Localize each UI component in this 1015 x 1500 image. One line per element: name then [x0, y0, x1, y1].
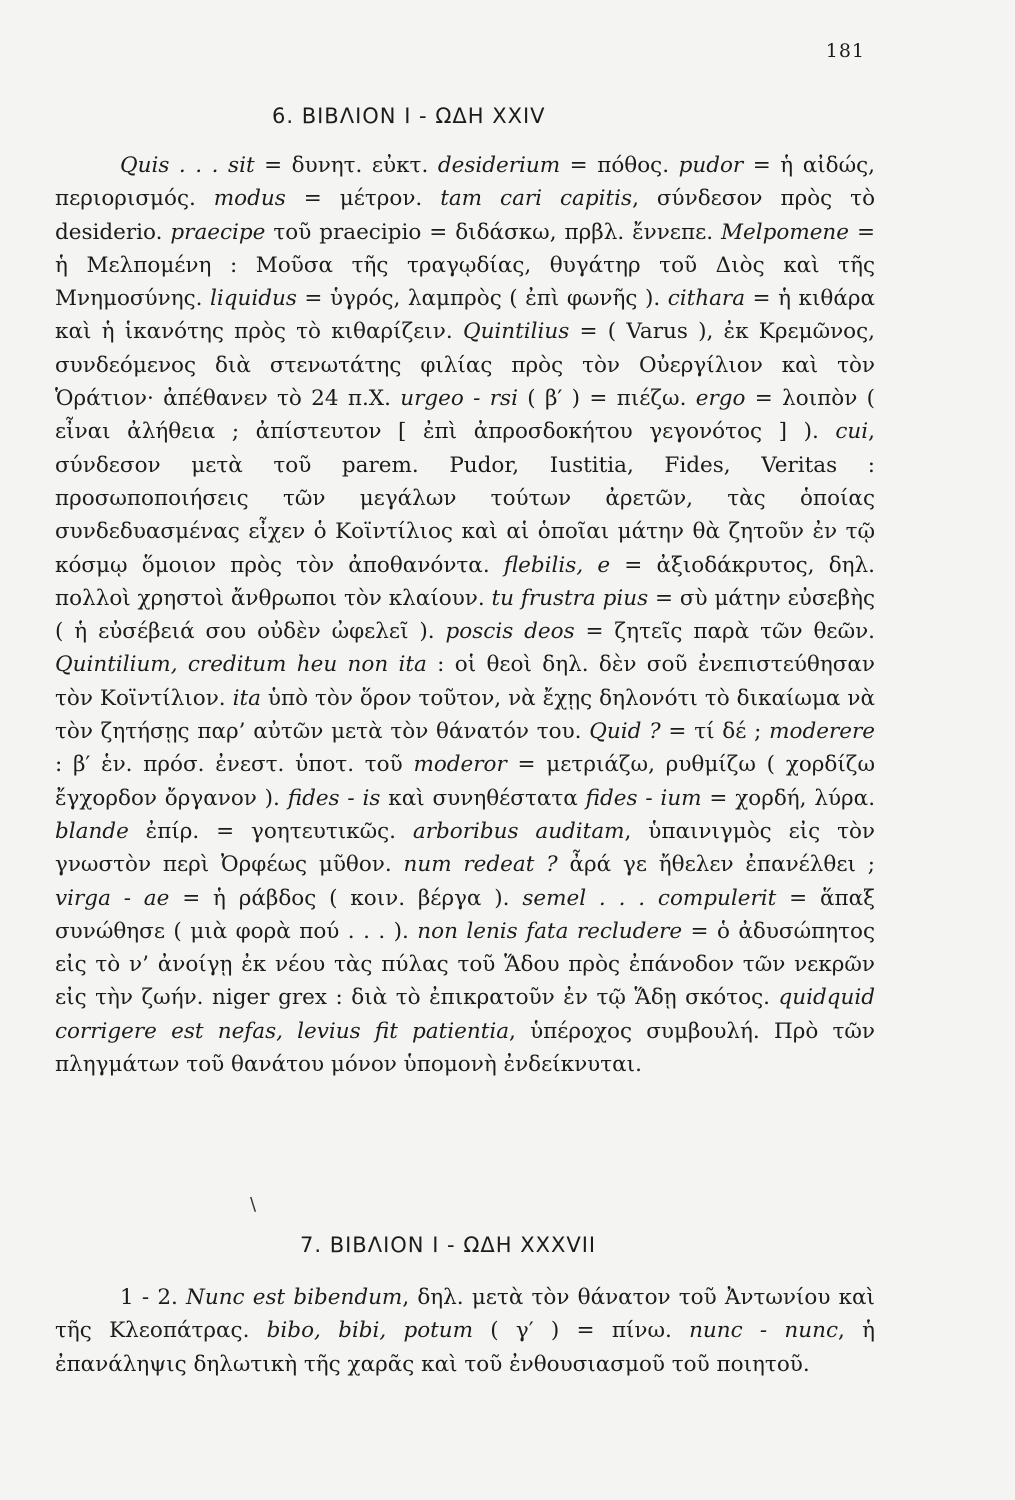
- commentary-text: τοῦ praecipio = διδάσκω, πρβλ. ἔννεπε.: [265, 219, 721, 245]
- commentary-text: = ἡ αἰδώς, περιορισμός.: [55, 153, 875, 212]
- commentary-text: = ἡ κιθάρα καὶ ἡ ἱκανότης πρὸς τὸ κιθαρίζειν.: [55, 286, 876, 345]
- latin-lemma: ita: [232, 685, 261, 711]
- commentary-text: = ὁ ἀδυσώπητος εἰς τὸ ν’ ἀνοίγῃ ἐκ νέου τὰς πύλας τοῦ Ἅδου πρὸς ἐπάνοδον τῶν νεκρῶν εἰς τὴν ζωήν. niger grex : διὰ τὸ ἐπικρατοῦν ἐν τῷ Ἅδῃ σκότος.: [55, 918, 876, 1011]
- commentary-text: = ἡ ράβδος ( κοιν. βέργα ).: [169, 885, 523, 911]
- latin-lemma: Quis . . . sit: [120, 153, 255, 178]
- latin-lemma: bibo, bibi, potum: [266, 1318, 474, 1344]
- latin-lemma: semel . . . compulerit: [522, 885, 777, 911]
- commentary-text: ( γ′ ) = πίνω.: [473, 1318, 690, 1344]
- latin-lemma: tam cari capitis: [440, 186, 633, 212]
- commentary-text: : οἱ θεοὶ δηλ. δὲν σοῦ ἐνεπιστεύθησαν τὸν Κοϊντίλιον.: [55, 652, 875, 711]
- commentary-text: = σὺ μάτην εὐσεβὴς ( ἡ εὐσέβειά σου οὐδὲν ὠφελεῖ ).: [55, 585, 876, 645]
- commentary-paragraph-ode-24: [55, 149, 875, 1081]
- commentary-text: = ἡ Μελπομένη : Μοῦσα τῆς τραγῳδίας, θυγάτηρ τοῦ Διὸς καὶ τῆς Μνημοσύνης.: [55, 219, 875, 312]
- latin-lemma: liquidus: [210, 286, 297, 312]
- commentary-text: = τί δέ ;: [660, 719, 770, 745]
- commentary-text: ( β′ ) = πιέζω.: [517, 386, 696, 412]
- commentary-text: , ὑπαινιγμὸς εἰς τὸν γνωστὸν περὶ Ὀρφέως μῦθον.: [55, 818, 876, 878]
- commentary-text: ἐπίρ. = γοητευτικῶς.: [128, 818, 413, 844]
- commentary-text: = ὑγρός, λαμπρὸς ( ἐπὶ φωνῆς ).: [296, 286, 668, 312]
- latin-lemma: moderor: [413, 752, 507, 778]
- page-number: 181: [825, 40, 865, 62]
- commentary-paragraph-ode-37: [55, 1281, 875, 1381]
- latin-lemma: praecipe: [170, 219, 266, 245]
- commentary-text: = μέτρον.: [285, 186, 441, 212]
- latin-lemma: flebilis, e: [503, 552, 611, 578]
- latin-lemma: moderere: [769, 719, 875, 745]
- section-heading-ode-24: 6. ΒΙΒΛΙΟΝ Ι - ΩΔΗ XXIV: [272, 104, 546, 128]
- latin-lemma: nunc - nunc: [689, 1318, 839, 1344]
- commentary-text: ὑπὸ τὸν ὅρον τοῦτον, νὰ ἔχῃς δηλονότι τὸ δικαίωμα νὰ τὸν ζητήσῃς παρ’ αὐτῶν μετὰ τὸν θάνατόν του.: [55, 685, 875, 745]
- commentary-text: = ἅπαξ συνώθησε ( μιὰ φορὰ πού . . . ).: [55, 885, 875, 944]
- latin-lemma: arboribus auditam: [412, 818, 625, 844]
- commentary-text: : β′ ἑν. πρόσ. ἐνεστ. ὑποτ. τοῦ: [55, 752, 414, 778]
- latin-lemma: Quintilium, creditum heu non ita: [55, 652, 427, 678]
- latin-lemma: virga - ae: [55, 885, 170, 911]
- latin-lemma: Melpomene: [721, 219, 850, 245]
- latin-lemma: fides - is: [287, 785, 381, 811]
- latin-lemma: modus: [213, 186, 286, 212]
- commentary-text: = χορδή, λύρα.: [701, 785, 876, 811]
- commentary-text: = λοιπὸν ( εἶναι ἀλήθεια ; ἀπίστευτον [ ἐπὶ ἀπροσδοκήτου γεγονότος ] ).: [55, 386, 875, 445]
- commentary-text: , ἡ ἐπανάληψις δηλωτικὴ τῆς χαρᾶς καὶ τοῦ ἐνθουσιασμοῦ τοῦ ποιητοῦ.: [55, 1318, 875, 1377]
- commentary-text: , ὑπέροχος συμβουλή. Πρὸ τῶν πληγμάτων τοῦ θανάτου μόνον ὑπομονὴ ἐνδείκνυται.: [55, 1018, 875, 1078]
- latin-lemma: fides - ium: [585, 785, 702, 811]
- latin-lemma: quidquid corrigere est nefas, levius fit patientia: [55, 985, 875, 1044]
- latin-lemma: cui: [835, 419, 869, 445]
- commentary-text: = μετριάζω, ρυθμίζω ( χορδίζω ἔγχορδον ὄργανον ).: [55, 752, 875, 811]
- section-heading-ode-37: 7. ΒΙΒΛΙΟΝ Ι - ΩΔΗ XXXVII: [300, 1233, 597, 1257]
- commentary-text: , δηλ. μετὰ τὸν θάνατον τοῦ Ἀντωνίου καὶ τῆς Κλεοπάτρας.: [55, 1285, 875, 1344]
- commentary-text: καὶ συνηθέστατα: [380, 785, 586, 811]
- latin-lemma: ergo: [695, 386, 746, 412]
- commentary-text: 1 - 2.: [120, 1285, 187, 1310]
- latin-lemma: Quid ?: [589, 719, 661, 745]
- commentary-text: = πόθος.: [560, 153, 679, 178]
- stray-mark: \: [250, 1194, 257, 1215]
- commentary-text: ἆρά γε ἤθελεν ἐπανέλθει ;: [557, 852, 875, 878]
- latin-lemma: Quintilius: [462, 319, 570, 345]
- commentary-text: , σύνδεσον πρὸς τὸ desiderio.: [55, 186, 876, 245]
- latin-lemma: blande: [55, 818, 129, 844]
- commentary-text: , σύνδεσον μετὰ τοῦ parem. Pudor, Iustitia, Fides, Veritas : προσωποποιήσεις τῶν μεγάλων τούτων ἀρετῶν, τὰς ὁποίας συνδεδυασμένας εἶχεν ὁ Κοϊντίλιος καὶ αἱ ὁποῖαι μάτην θὰ ζητοῦν ἐν τῷ κόσμῳ ὅμοιον πρὸς τὸν ἀποθανόντα.: [55, 419, 875, 578]
- commentary-text: = δυνητ. εὐκτ.: [254, 153, 438, 178]
- commentary-text: = ἀξιοδάκρυτος, δηλ. πολλοὶ χρηστοὶ ἄνθρωποι τὸν κλαίουν.: [55, 552, 875, 611]
- commentary-text: = ( Varus ), ἐκ Κρεμῶνος, συνδεόμενος διὰ στενωτάτης φιλίας πρὸς τὸν Οὐεργίλιον καὶ τὸν Ὁράτιον· ἀπέθανεν τὸ 24 π.Χ.: [55, 319, 875, 412]
- latin-lemma: num redeat ?: [403, 852, 558, 878]
- latin-lemma: non lenis fata recludere: [417, 918, 683, 944]
- latin-lemma: cithara: [667, 286, 746, 312]
- latin-lemma: tu frustra pius: [491, 585, 649, 611]
- commentary-text: = ζητεῖς παρὰ τῶν θεῶν.: [574, 619, 876, 645]
- latin-lemma: poscis deos: [445, 619, 575, 645]
- latin-lemma: pudor: [678, 153, 744, 178]
- latin-lemma: Nunc est bibendum: [186, 1285, 403, 1310]
- latin-lemma: desiderium: [437, 153, 561, 178]
- latin-lemma: urgeo - rsi: [400, 386, 518, 412]
